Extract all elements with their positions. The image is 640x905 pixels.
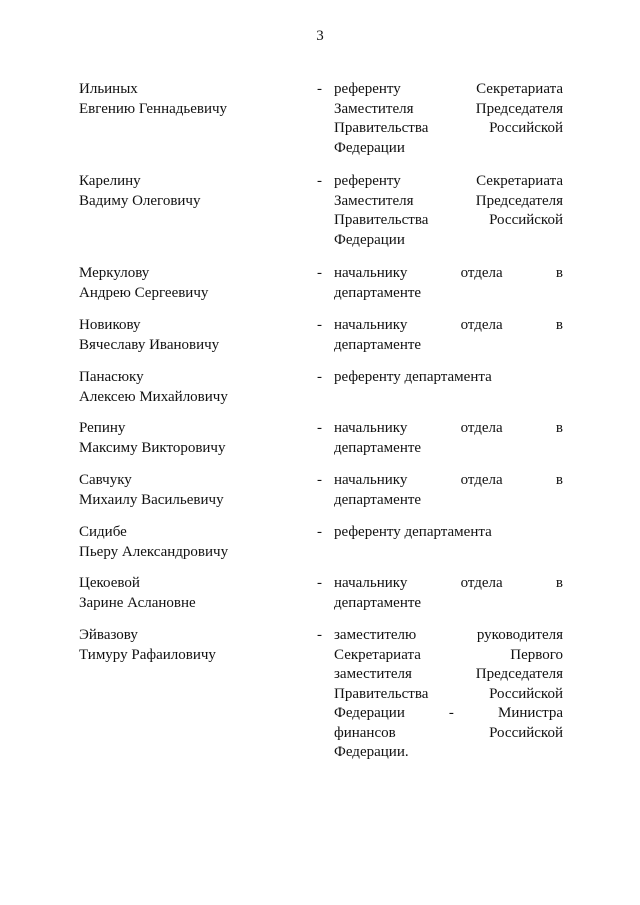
page-number: 3 — [316, 28, 324, 44]
person-name — [79, 316, 299, 355]
appointment-entry — [79, 471, 563, 510]
position-word: Федерации — [334, 231, 405, 248]
position-text — [334, 368, 563, 388]
position-text — [334, 80, 563, 158]
person-surname: Меркулову — [79, 265, 150, 281]
person-surname: Савчуку — [79, 472, 132, 488]
person-given-name: Зарине Аслановне — [79, 594, 196, 611]
person-surname: Карелину — [79, 173, 141, 189]
position-word: отдела — [460, 317, 503, 333]
position-line — [334, 336, 563, 356]
position-word: Секретариата — [476, 173, 563, 189]
person-surname: Эйвазову — [79, 627, 138, 643]
position-line — [334, 439, 563, 459]
person-name — [79, 471, 299, 510]
position-text — [334, 523, 563, 543]
position-word: отдела — [460, 575, 503, 591]
position-word: департаменте — [334, 594, 422, 611]
position-word: в — [555, 472, 563, 488]
position-word: финансов — [334, 724, 396, 741]
position-text — [334, 316, 563, 355]
person-given-name: Тимуру Рафаиловичу — [79, 646, 216, 663]
position-word: референту департамента — [334, 524, 492, 540]
appointment-entry — [79, 419, 563, 458]
entry-dash: - — [317, 575, 322, 591]
entry-dash: - — [317, 81, 322, 97]
position-line — [334, 119, 563, 139]
position-line — [334, 316, 563, 336]
appointment-entry — [79, 523, 563, 561]
position-word: Российской — [489, 212, 563, 228]
position-text — [334, 626, 563, 763]
position-word: департаменте — [334, 336, 422, 353]
position-line — [334, 231, 563, 251]
appointment-entry — [79, 368, 563, 406]
position-word: - — [448, 705, 454, 721]
appointment-entry — [79, 626, 563, 763]
person-surname: Ильиных — [79, 81, 138, 97]
position-word: руководителя — [476, 627, 563, 643]
position-word: Федерации. — [334, 744, 409, 760]
position-line — [334, 139, 563, 159]
position-line — [334, 471, 563, 491]
position-word: Заместителя — [334, 100, 414, 117]
position-line — [334, 523, 563, 543]
position-word: отдела — [460, 472, 503, 488]
position-word: Секретариата — [476, 81, 563, 97]
person-name — [79, 80, 299, 119]
appointment-entry — [79, 316, 563, 355]
position-line — [334, 685, 563, 705]
position-word: начальнику — [334, 575, 408, 591]
position-word: референту — [334, 173, 401, 189]
person-surname: Репину — [79, 420, 126, 436]
entry-dash: - — [317, 369, 322, 385]
entry-dash: - — [317, 420, 322, 436]
entry-dash: - — [317, 173, 322, 189]
position-word: Федерации — [334, 139, 405, 156]
position-line — [334, 646, 563, 666]
person-name — [79, 574, 299, 613]
person-given-name: Андрею Сергеевичу — [79, 284, 209, 301]
position-word: отдела — [460, 420, 503, 436]
position-word: департаменте — [334, 284, 422, 301]
position-word: отдела — [460, 265, 503, 281]
position-line — [334, 264, 563, 284]
position-text — [334, 419, 563, 458]
position-word: референту департамента — [334, 369, 492, 385]
position-text — [334, 264, 563, 303]
position-word: департаменте — [334, 491, 422, 508]
position-text — [334, 471, 563, 510]
position-word: Председателя — [475, 666, 563, 682]
position-line — [334, 724, 563, 744]
person-name — [79, 626, 299, 665]
position-word: Заместителя — [334, 192, 414, 209]
position-word: в — [555, 575, 563, 591]
position-word: заместителя — [334, 666, 412, 682]
position-line — [334, 704, 563, 724]
position-word: начальнику — [334, 265, 408, 281]
position-word: Первого — [510, 646, 563, 663]
position-word: в — [555, 420, 563, 436]
person-given-name: Алексею Михайловичу — [79, 388, 228, 405]
position-word: начальнику — [334, 472, 408, 488]
entry-dash: - — [317, 317, 322, 333]
position-line — [334, 368, 563, 388]
person-given-name: Михаилу Васильевичу — [79, 491, 224, 508]
person-name — [79, 419, 299, 458]
entry-dash: - — [317, 627, 322, 643]
person-given-name: Вячеславу Ивановичу — [79, 336, 220, 353]
position-line — [334, 419, 563, 439]
entry-dash: - — [317, 524, 322, 540]
position-line — [334, 491, 563, 511]
appointment-entry — [79, 172, 563, 250]
position-line — [334, 172, 563, 192]
person-name — [79, 172, 299, 211]
position-word: Министра — [498, 705, 563, 721]
person-name — [79, 264, 299, 303]
entry-dash: - — [317, 472, 322, 488]
person-surname: Сидибе — [79, 524, 127, 540]
position-word: референту — [334, 81, 401, 97]
person-given-name: Евгению Геннадьевичу — [79, 100, 228, 117]
person-name — [79, 368, 299, 407]
position-line — [334, 574, 563, 594]
position-text — [334, 574, 563, 613]
position-word: Российской — [489, 120, 563, 136]
person-surname: Цекоевой — [79, 575, 140, 591]
position-word: начальнику — [334, 420, 408, 436]
appointment-entry — [79, 80, 563, 158]
appointment-entry — [79, 574, 563, 613]
position-word: департаменте — [334, 439, 422, 456]
position-line — [334, 211, 563, 231]
position-word: Секретариата — [334, 646, 421, 663]
position-word: начальнику — [334, 317, 408, 333]
position-word: в — [555, 317, 563, 333]
position-word: Председателя — [475, 100, 563, 117]
position-line — [334, 626, 563, 646]
person-given-name: Пьеру Александровичу — [79, 543, 229, 560]
person-surname: Панасюку — [79, 369, 144, 385]
position-line — [334, 192, 563, 212]
position-word: Правительства — [334, 120, 429, 136]
position-line — [334, 594, 563, 614]
position-word: в — [555, 265, 563, 281]
person-surname: Новикову — [79, 317, 141, 333]
position-line — [334, 743, 563, 763]
position-line — [334, 284, 563, 304]
position-word: Правительства — [334, 685, 429, 702]
appointment-list — [79, 80, 563, 763]
position-word: Председателя — [475, 192, 563, 209]
position-line — [334, 100, 563, 120]
position-word: Правительства — [334, 212, 429, 228]
position-word: Федерации — [334, 705, 405, 721]
position-word: Российской — [489, 724, 563, 741]
position-word: Российской — [489, 685, 563, 702]
person-given-name: Вадиму Олеговичу — [79, 192, 201, 209]
entry-dash: - — [317, 265, 322, 281]
person-name — [79, 523, 299, 562]
position-line — [334, 665, 563, 685]
appointment-entry — [79, 264, 563, 303]
position-line — [334, 80, 563, 100]
position-text — [334, 172, 563, 250]
position-word: заместителю — [334, 627, 417, 643]
person-given-name: Максиму Викторовичу — [79, 439, 226, 456]
